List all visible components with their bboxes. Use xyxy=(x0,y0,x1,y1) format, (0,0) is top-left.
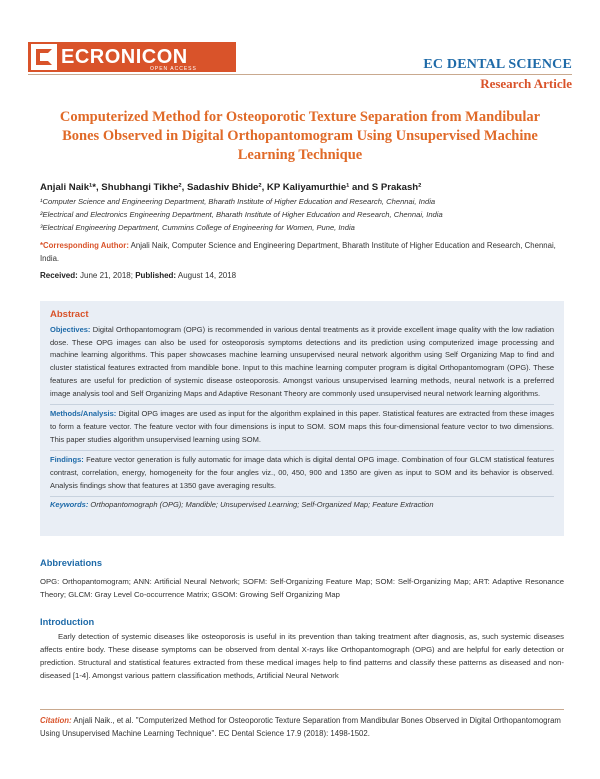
publisher-logo xyxy=(28,42,236,72)
introduction-text: Early detection of systemic diseases like osteoporosis is useful in its prevention than taking treatment after diagnosis, as, such systemic diseases affects entire body. These disease symptoms can be observed from dental X-rays like Orthopantomograph (OPG) and are helpful for early detection or prediction. Structural and statistical features extracted from these medical images help to find patterns and classify these patterns as diseased and non-diseased [1-4]. Amongst various pattern classification methods, Artificial Neural Network xyxy=(40,632,564,680)
received-label: Received: xyxy=(40,271,78,280)
affiliation-1: ¹Computer Science and Engineering Department, Bharath Institute of Higher Education and Research, Chennai, India xyxy=(40,197,436,206)
published-label: Published: xyxy=(135,271,177,280)
corresponding-label: *Corresponding Author: xyxy=(40,241,129,250)
abstract-divider xyxy=(50,496,554,497)
abbreviations-text: OPG: Orthopantomogram; ANN: Artificial Neural Network; SOFM: Self-Organizing Feature Map; SOM: Self-Organizing Map; ART: Adaptive Resonance Theory; GLCM: Gray Level Co-occurrence Matrix; GSOM: Growing Self Organizing Map xyxy=(40,577,564,599)
paper-title: Computerized Method for Osteoporotic Texture Separation from Mandibular Bones Observed in Digital Orthopantomogram Using Unsupervised Machine Learning Technique xyxy=(59,109,541,163)
abstract-divider xyxy=(50,450,554,451)
affiliation-2: ²Electrical and Electronics Engineering Department, Bharath Institute of Higher Education and Research, Chennai, India xyxy=(40,210,443,219)
abstract-keywords xyxy=(50,500,554,509)
citation-text: Anjali Naik., et al. "Computerized Method for Osteoporotic Texture Separation from Mandibular Bones Observed in Digital Orthopantomogram Using Unsupervised Machine Learning Technique". EC Dental Science 17.9 (2018): 1498-1502. xyxy=(40,716,561,738)
logo-subtitle: OPEN ACCESS xyxy=(150,66,197,72)
methods-label: Methods/Analysis: xyxy=(50,409,117,419)
article-type: Research Article xyxy=(480,76,572,91)
findings-text: Feature vector generation is fully automatic for image data which is digital dental OPG image. Combination of four GLCM statistical features contrast, correlation, energy, homogeneity for the four angles viz., 00, 450, 900 and 1350 are given as input to SOM and its behavior is observed. Analysis findings show that features at 1350 gave averaging results. xyxy=(50,455,554,490)
abbreviations-heading: Abbreviations xyxy=(40,558,102,568)
corresponding-text: Anjali Naik, Computer Science and Engineering Department, Bharath Institute of Higher Education and Research, Chennai, India. xyxy=(40,241,556,263)
journal-name: EC DENTAL SCIENCE xyxy=(423,57,572,72)
abstract-divider xyxy=(50,404,554,405)
abstract-heading: Abstract xyxy=(50,309,89,320)
abstract-box xyxy=(40,301,564,536)
citation xyxy=(40,714,564,740)
header-divider xyxy=(28,74,572,75)
objectives-text: Digital Orthopantomogram (OPG) is recommended in various dental treatments as it provide excellent image quality with the low radiation dose. These OPG images can also be used for osteoporosis symptoms detections and its prediction using computerized image processing and machine learning algorithms. This paper showcases machine learning unsupervised neural network algorithm using Self Organizing Map to find and cluster statistical features extracted from mandible bone. Input to this machine learning computer program is digital Orthopantomogram (OPG). These features are useful for prediction of systemic disease osteoporosis. Amongst various unsupervised learning methods, neural network is a preferred image analysis tool and Self Organizing Maps and Adaptive Resonant Theory are commonly used unsupervised neural network learning algorithms. xyxy=(50,325,554,398)
affiliation-3: ³Electrical Engineering Department, Cummins College of Engineering for Women, Pune, India xyxy=(40,223,355,232)
keywords-label: Keywords: xyxy=(50,500,89,510)
logo-text: ECRONICON xyxy=(61,46,188,68)
corresponding-author xyxy=(40,239,564,265)
methods-text: Digital OPG images are used as input for the algorithm explained in this paper. Statistical features are extracted from these images to form a feature vector. The feature vector with four dimensions is input to SOM. SOM maps this four-dimensional feature vector to two dimensions. This paper studies algorithm unsupervised learning using SOM. xyxy=(50,409,554,444)
published-date: August 14, 2018 xyxy=(176,271,237,280)
abstract-findings xyxy=(50,454,554,492)
received-date: June 21, 2018; xyxy=(77,271,136,280)
objectives-label: Objectives: xyxy=(50,325,91,334)
author-list: Anjali Naik¹*, Shubhangi Tikhe², Sadashiv Bhide², KP Kaliyamurthie¹ and S Prakash² xyxy=(40,182,422,193)
keywords-text: Orthopantomograph (OPG); Mandible; Unsupervised Learning; Self-Organized Map; Feature Extraction xyxy=(88,500,434,510)
ecronicon-logo-icon xyxy=(31,44,57,70)
footer-divider xyxy=(40,709,564,710)
introduction-heading: Introduction xyxy=(40,617,95,627)
dates-line xyxy=(40,271,236,280)
abstract-objectives xyxy=(50,324,554,400)
findings-label: Findings: xyxy=(50,455,84,465)
citation-label: Citation: xyxy=(40,716,72,725)
abstract-methods xyxy=(50,408,554,446)
